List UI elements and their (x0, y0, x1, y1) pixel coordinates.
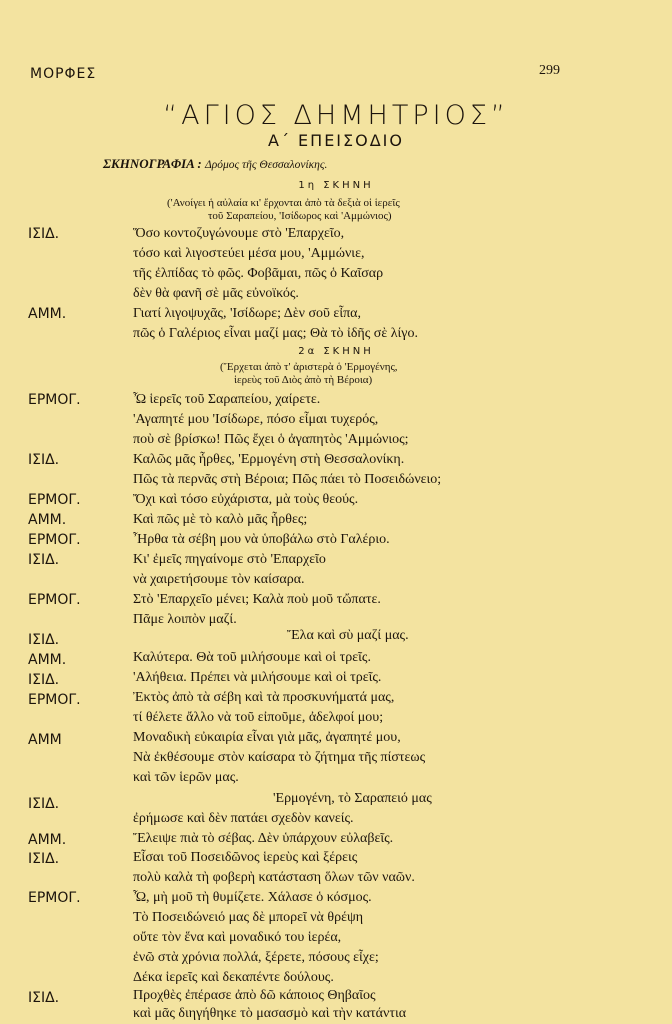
stage-direction: ἱερεὺς τοῦ Διὸς ἀπὸ τὴ Βέροια) (234, 374, 373, 386)
speaker-label: ΑΜΜ. (28, 832, 67, 848)
dialogue-line: Ἔλειψε πιὰ τὸ σέβας. Δὲν ὑπάρχουν εὐλαβεῖς. (133, 831, 394, 846)
dialogue-line: Καλῶς μᾶς ἦρθες, 'Ερμογένη στὴ Θεσσαλονίκη. (133, 452, 405, 467)
stage-direction: ('Ανοίγει ἡ αὐλαία κι' ἔρχονται ἀπὸ τὰ δεξιὰ οἱ ἱερεῖς (167, 197, 400, 209)
episode-subtitle: Α΄ ΕΠΕΙΣΟΔΙΟ (268, 131, 404, 150)
scenography (103, 156, 327, 172)
speaker-label: ΕΡΜΟΓ. (28, 392, 81, 408)
dialogue-line: οὔτε τὸν ἕνα καὶ μοναδικό του ἱερέα, (133, 930, 342, 945)
dialogue-line: Στὸ 'Επαρχεῖο μένει; Καλὰ ποὺ μοῦ τὤπατε. (133, 592, 381, 607)
dialogue-line: Προχθὲς ἐπέρασε ἀπὸ δῶ κάποιος Θηβαῖος (133, 988, 376, 1003)
speaker-label: ΙΣΙΔ. (28, 672, 60, 688)
dialogue-line: δὲν θὰ φανῆ σὲ μᾶς εὐνοϊκός. (133, 286, 299, 301)
dialogue-line: νὰ χαιρετήσουμε τὸν καίσαρα. (133, 572, 305, 587)
dialogue-line: Κι' ἐμεῖς πηγαίνομε στὸ 'Επαρχεῖο (133, 552, 326, 567)
dialogue-line: καὶ τῶν ἱερῶν μας. (133, 770, 239, 785)
dialogue-line: τόσο καὶ λιγοστεύει μέσα μου, 'Αμμώνιε, (133, 246, 365, 261)
dialogue-line: ἐνῶ στὰ χρόνια πολλά, ξέρετε, πόσους εἶχε; (133, 950, 379, 965)
scene-1-heading: 1η ΣΚΗΝΗ (298, 180, 374, 191)
dialogue-line: Μοναδικὴ εὐκαιρία εἶναι γιὰ μᾶς, ἀγαπητέ μου, (133, 730, 401, 745)
dialogue-line: Ἔλα καὶ σὺ μαζί μας. (287, 628, 409, 643)
speaker-label: ΙΣΙΔ. (28, 851, 60, 867)
speaker-label: ΙΣΙΔ. (28, 552, 60, 568)
dialogue-line: Ἐκτὸς ἀπὸ τὰ σέβη καὶ τὰ προσκυνήματά μας, (133, 690, 395, 705)
dialogue-line: Ὅσο κοντοζυγώνουμε στὸ 'Επαρχεῖο, (133, 226, 345, 241)
speaker-label: ΕΡΜΟΓ. (28, 492, 81, 508)
dialogue-line: Ὦ, μὴ μοῦ τὴ θυμίζετε. Χάλασε ὁ κόσμος. (133, 890, 372, 905)
dialogue-line: Πᾶμε λοιπὸν μαζί. (133, 612, 237, 627)
dialogue-line: Γιατί λιγοψυχᾶς, 'Ισίδωρε; Δὲν σοῦ εἶπα, (133, 306, 361, 321)
dialogue-line: τῆς ἐλπίδας τὸ φῶς. Φοβᾶμαι, πῶς ὁ Καῖσαρ (133, 266, 384, 281)
speaker-label: ΙΣΙΔ. (28, 452, 60, 468)
dialogue-line: 'Αλήθεια. Πρέπει νὰ μιλήσουμε καὶ οἱ τρεῖς. (133, 670, 382, 685)
speaker-label: ΑΜΜ (28, 732, 62, 748)
scenography-label: ΣΚΗΝΟΓΡΑΦΙΑ : (103, 156, 202, 171)
dialogue-line: Καὶ πῶς μὲ τὸ καλὸ μᾶς ἦρθες; (133, 512, 308, 527)
dialogue-line: Ὄχι καὶ τόσο εὐχάριστα, μὰ τοὺς θεούς. (133, 492, 359, 507)
dialogue-line: Ὦ ἱερεῖς τοῦ Σαραπείου, χαίρετε. (133, 392, 321, 407)
speaker-label: ΑΜΜ. (28, 652, 67, 668)
speaker-label: ΑΜΜ. (28, 306, 67, 322)
speaker-label: ΕΡΜΟΓ. (28, 532, 81, 548)
stage-direction: τοῦ Σαραπείου, 'Ισίδωρος καὶ 'Αμμώνιος) (208, 210, 392, 222)
running-header: ΜΟΡΦΕΣ (30, 66, 97, 82)
dialogue-line: Πῶς τὰ περνᾶς στὴ Βέροια; Πῶς πάει τὸ Ποσειδώνειο; (133, 472, 442, 487)
dialogue-line: Τὸ Ποσειδώνειό μας δὲ μπορεῖ νὰ θρέψη (133, 910, 364, 925)
speaker-label: ΕΡΜΟΓ. (28, 890, 81, 906)
dialogue-line: τί θέλετε ἄλλο νὰ τοῦ εἰποῦμε, ἀδελφοί μου; (133, 710, 384, 725)
dialogue-line: Καλύτερα. Θὰ τοῦ μιλήσουμε καὶ οἱ τρεῖς. (133, 650, 371, 665)
speaker-label: ΑΜΜ. (28, 512, 67, 528)
page-number: 299 (539, 63, 560, 78)
dialogue-line: 'Ερμογένη, τὸ Σαραπειό μας (273, 791, 432, 806)
dialogue-line: Δέκα ἱερεῖς καὶ δεκαπέντε δούλους. (133, 970, 334, 985)
play-title: “ΑΓΙΟΣ ΔΗΜΗΤΡΙΟΣ” (163, 100, 509, 131)
speaker-label: ΙΣΙΔ. (28, 632, 60, 648)
dialogue-line: καὶ μᾶς διηγήθηκε τὸ μασασμὸ καὶ τὴν κατάντια (133, 1006, 407, 1021)
scene-2-heading: 2α ΣΚΗΝΗ (298, 346, 374, 357)
dialogue-line: Ἦρθα τὰ σέβη μου νὰ ὑποβάλω στὸ Γαλέριο. (133, 532, 390, 547)
speaker-label: ΙΣΙΔ. (28, 226, 60, 242)
speaker-label: ΙΣΙΔ. (28, 990, 60, 1006)
dialogue-line: πολὺ καλὰ τὴ φοβερὴ κατάσταση ὅλων τῶν ναῶν. (133, 870, 415, 885)
dialogue-line: Νὰ ἐκθέσουμε στὸν καίσαρα τὸ ζήτημα τῆς πίστεως (133, 750, 426, 765)
speaker-label: ΕΡΜΟΓ. (28, 592, 81, 608)
speaker-label: ΙΣΙΔ. (28, 796, 60, 812)
dialogue-line: ἐρήμωσε καὶ δὲν πατάει σχεδὸν κανείς. (133, 811, 354, 826)
dialogue-line: ποὺ σὲ βρίσκω! Πῶς ἔχει ὁ ἀγαπητὸς 'Αμμώνιος; (133, 432, 409, 447)
dialogue-line: 'Αγαπητέ μου 'Ισίδωρε, πόσο εἶμαι τυχερός, (133, 412, 379, 427)
dialogue-line: πῶς ὁ Γαλέριος εἶναι μαζί μας; Θὰ τὸ ἰδῆς σὲ λίγο. (133, 326, 418, 341)
scenography-value: Δρόμος τῆς Θεσσαλονίκης. (204, 159, 328, 171)
speaker-label: ΕΡΜΟΓ. (28, 692, 81, 708)
dialogue-line: Εἶσαι τοῦ Ποσειδῶνος ἱερεὺς καὶ ξέρεις (133, 850, 358, 865)
stage-direction: (Ἔρχεται ἀπὸ τ' ἀριστερὰ ὁ 'Ερμογένης, (220, 361, 398, 373)
